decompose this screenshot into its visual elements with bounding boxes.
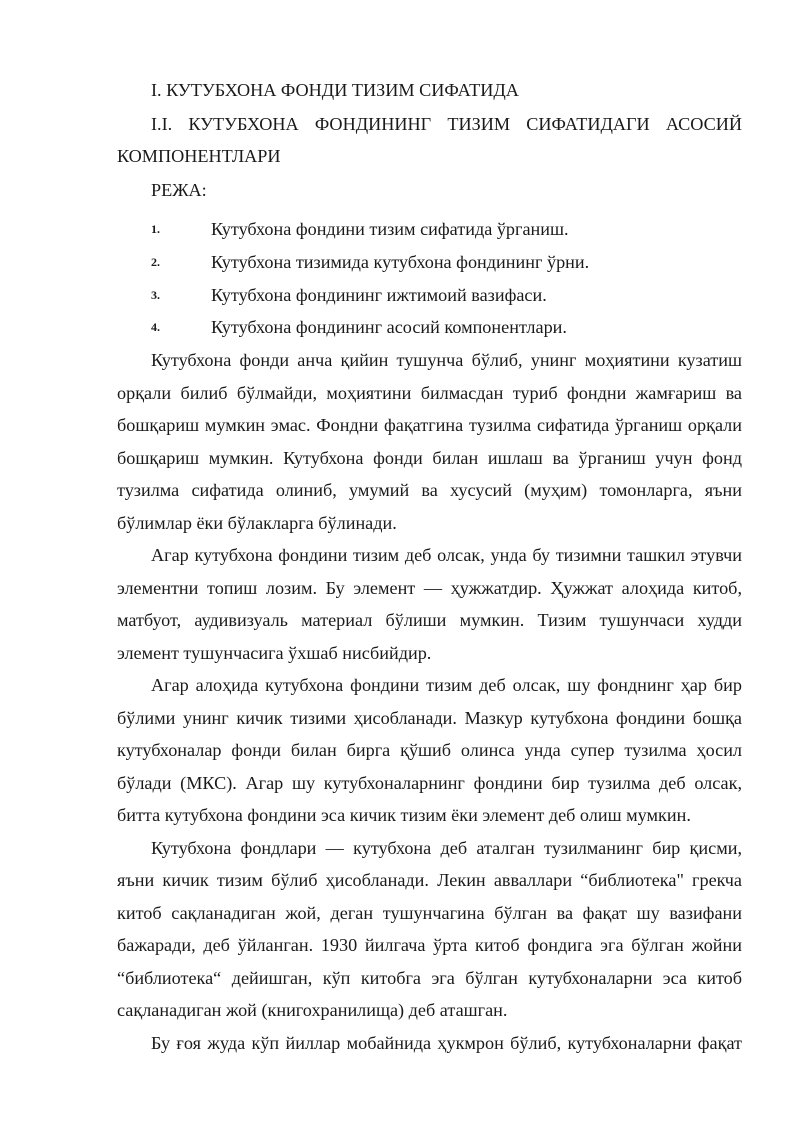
plan-item-text: Кутубхона фондининг асосий компонентлари.	[211, 317, 567, 338]
subsection-title: I.I. КУТУБХОНА ФОНДИНИНГ ТИЗИМ СИФАТИДАГИ АСОСИЙ КОМПОНЕНТЛАРИ	[117, 113, 742, 166]
plan-item	[117, 246, 742, 279]
body-paragraph: Кутубхона фонди анча қийин тушунча бўлиб, унинг моҳиятини кузатиш орқали билиб бўлмайди, моҳиятини билмасдан туриб фондни жамғариш ва бошқариш мумкин эмас. Фондни фақатгина тузилма сифатида ўрганиш орқали бошқариш мумкин. Кутубхона фонди билан ишлаш ва ўрганиш учун фонд тузилма сифатида олиниб, умумий ва хусусий (муҳим) томонларга, яъни бўлимлар ёки бўлакларга бўлинади.	[117, 350, 742, 533]
plan-item	[117, 311, 742, 344]
plan-item	[117, 279, 742, 312]
body-paragraph: Агар кутубхона фондини тизим деб олсак, унда бу тизимни ташкил этувчи элементни топиш лозим. Бу элемент — ҳужжатдир. Ҳужжат алоҳида китоб, матбуот, аудивизуаль материал бўлиши мумкин. Тизим тушунчаси худди элемент тушунчасига ўхшаб нисбийдир.	[117, 545, 742, 663]
body-paragraph: Агар алоҳида кутубхона фондини тизим деб олсак, шу фонднинг ҳар бир бўлими унинг кичик тизими ҳисобланади. Мазкур кутубхона фондини бошқа кутубхоналар фонди билан бирга қўшиб олинса унда супер тузилма ҳосил бўлади (МКС). Агар шу кутубхоналарнинг фондини бир тузилма деб олсак, битта кутубхона фондини эса кичик тизим ёки элемент деб олиш мумкин.	[117, 675, 742, 826]
plan-item-number: 3.	[151, 287, 160, 302]
plan-item	[117, 213, 742, 246]
plan-item-number: 4.	[151, 320, 160, 335]
plan-item-text: Кутубхона тизимида кутубхона фондининг ўрни.	[211, 251, 590, 272]
plan-item-number: 1.	[151, 222, 160, 236]
document-page	[117, 74, 742, 1059]
body-paragraph: Бу ғоя жуда кўп йиллар мобайнида ҳукмрон бўлиб, кутубхоналарни фақат	[151, 1032, 742, 1053]
plan-item-text: Кутубхона фондини тизим сифатида ўрганиш.	[211, 219, 569, 239]
plan-heading: РЕЖА:	[151, 179, 207, 200]
body-paragraph: Кутубхона фондлари — кутубхона деб аталган тузилманинг бир қисми, яъни кичик тизим бўлиб ҳисобланади. Лекин авваллари “библиотека" грекча китоб сақланадиган жой, деган тушунчагина бўлган ва фақат шу вазифани бажаради, деб ўйланган. 1930 йилгача ўрта китоб фондига эга бўлган жойни “библиотека“ дейишган, кўп китобга эга бўлган кутубхоналарни эса китоб сақланадиган жой (книгохранилища) деб аташган.	[117, 837, 742, 1021]
plan-item-number: 2.	[151, 254, 160, 269]
plan-item-text: Кутубхона фондининг ижтимоий вазифаси.	[211, 284, 547, 305]
section-title: I. КУТУБХОНА ФОНДИ ТИЗИМ СИФАТИДА	[151, 80, 519, 100]
plan-list	[117, 213, 742, 344]
